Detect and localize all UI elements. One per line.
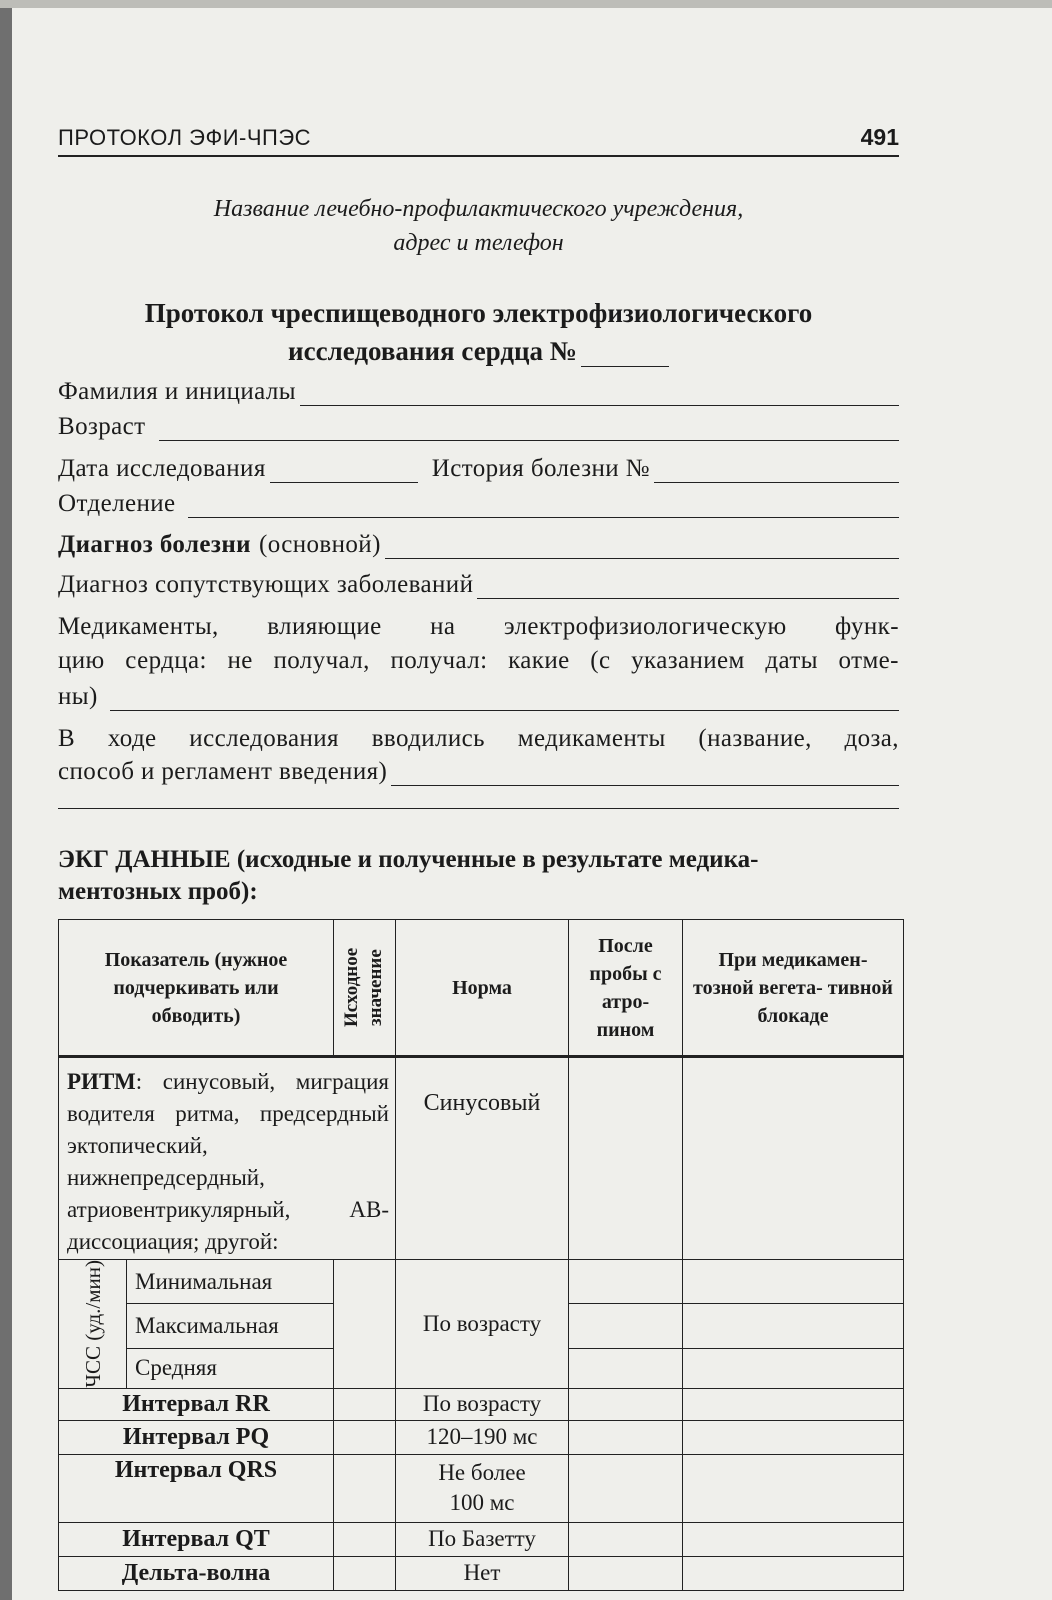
hr-max-atropine <box>569 1304 683 1348</box>
qt-label: Интервал QT <box>59 1522 334 1556</box>
department-label: Отделение <box>58 490 176 517</box>
pq-blockade <box>683 1420 904 1454</box>
exam-date-blank <box>270 460 418 483</box>
meds-blank <box>110 688 899 711</box>
delta-atropine <box>569 1556 683 1590</box>
hr-label-cell <box>59 1260 127 1389</box>
header-atropine: После пробы с атро- пином <box>569 920 683 1057</box>
meds-word: получал: <box>390 647 488 674</box>
department-blank <box>188 495 900 518</box>
table-row-hr-min <box>59 1260 904 1304</box>
table-row-pq <box>59 1420 904 1454</box>
hr-baseline-cell <box>334 1260 396 1389</box>
running-title: ПРОТОКОЛ ЭФИ-ЧПЭС <box>58 125 312 150</box>
meds-word: на <box>430 613 456 640</box>
meds-word: (с <box>590 647 611 674</box>
header-baseline <box>334 920 396 1057</box>
meds-line-1 <box>58 613 899 641</box>
hr-avg-atropine <box>569 1348 683 1388</box>
protocol-title-line-2 <box>58 336 899 367</box>
name-blank <box>300 383 899 406</box>
qrs-norm: Не более 100 мс <box>396 1454 569 1522</box>
delta-blockade <box>683 1556 904 1590</box>
pq-label: Интервал PQ <box>59 1420 334 1454</box>
rhythm-text: : синусовый, миграция водителя ритма, предсердный эктопический, нижнепредсердный, атриовентрикулярный, АВ-диссоциация; другой: <box>67 1069 389 1254</box>
hr-norm: По возрасту <box>396 1260 569 1389</box>
table-header-row <box>59 920 904 1057</box>
meds-word: отме- <box>838 647 899 674</box>
hr-avg-label: Средняя <box>127 1348 334 1388</box>
pq-norm: 120–190 мс <box>396 1420 569 1454</box>
diagnosis-blank <box>385 536 899 559</box>
qrs-baseline <box>334 1454 396 1522</box>
intro-blank <box>391 763 899 786</box>
hr-min-label: Минимальная <box>127 1260 334 1304</box>
hr-avg-blockade <box>683 1348 904 1388</box>
comorbid-field <box>58 571 899 599</box>
institution-line-2: адрес и телефон <box>393 230 564 256</box>
pq-baseline <box>334 1420 396 1454</box>
header-norm: Норма <box>396 920 569 1057</box>
rr-label: Интервал RR <box>59 1388 334 1420</box>
intro-line-2 <box>58 758 899 786</box>
meds-word: цию <box>58 647 105 674</box>
intro-word: медикаменты <box>517 725 666 752</box>
meds-word: какие <box>508 647 570 674</box>
exam-date-label: Дата исследования <box>58 455 266 482</box>
intro-word: ходе <box>107 725 157 752</box>
meds-word: сердца: <box>125 647 207 674</box>
meds-line-3 <box>58 683 899 711</box>
qrs-blockade <box>683 1454 904 1522</box>
hr-min-atropine <box>569 1260 683 1304</box>
delta-baseline <box>334 1556 396 1590</box>
rhythm-atropine-cell <box>569 1057 683 1260</box>
age-label: Возраст <box>58 413 146 440</box>
ecg-heading-line-1: ЭКГ ДАННЫЕ (исходные и полученные в результате медика- <box>58 846 759 873</box>
qrs-atropine <box>569 1454 683 1522</box>
intro-word: вводились <box>371 725 485 752</box>
rr-baseline <box>334 1388 396 1420</box>
table-row-rr <box>59 1388 904 1420</box>
hr-max-label: Максимальная <box>127 1304 334 1348</box>
qt-blockade <box>683 1522 904 1556</box>
intro-word: В <box>58 725 76 752</box>
protocol-number-blank <box>581 342 669 367</box>
qrs-label: Интервал QRS <box>59 1454 334 1522</box>
diagnosis-label: Диагноз болезни <box>58 531 251 558</box>
header-indicator: Показатель (нужное подчеркивать или обводить) <box>59 920 334 1057</box>
meds-line-3-text: ны) <box>58 683 98 710</box>
extra-blank-line <box>58 808 899 809</box>
age-field <box>58 413 899 441</box>
rr-norm: По возрасту <box>396 1388 569 1420</box>
delta-norm: Нет <box>396 1556 569 1590</box>
header-blockade: При медикамен- тозной вегета- тивной блокаде <box>683 920 904 1057</box>
case-history-label: История болезни № <box>431 455 650 482</box>
rr-blockade <box>683 1388 904 1420</box>
case-history-blank <box>654 460 899 483</box>
qt-atropine <box>569 1522 683 1556</box>
comorbid-label: Диагноз сопутствующих заболеваний <box>58 571 474 598</box>
diagnosis-field <box>58 531 899 559</box>
meds-word: получал, <box>273 647 370 674</box>
delta-label: Дельта-волна <box>59 1556 334 1590</box>
hr-min-blockade <box>683 1260 904 1304</box>
meds-word: не <box>227 647 253 674</box>
institution-line-1: Название лечебно-профилактического учреждения, <box>213 196 744 222</box>
table-row-qt <box>59 1522 904 1556</box>
date-history-field <box>58 455 899 483</box>
page-number: 491 <box>860 124 899 150</box>
diagnosis-note: (основной) <box>258 531 381 558</box>
ecg-heading-line-2: ментозных проб): <box>58 878 258 905</box>
name-label: Фамилия и инициалы <box>58 378 296 405</box>
running-head <box>58 124 899 157</box>
intro-word: доза, <box>844 725 899 752</box>
intro-word: (название, <box>698 725 812 752</box>
protocol-title-line-1: Протокол чреспищеводного электрофизиологического <box>144 298 813 328</box>
rhythm-label: РИТМ <box>67 1069 136 1094</box>
rhythm-blockade-cell <box>683 1057 904 1260</box>
table-row-rhythm <box>59 1057 904 1260</box>
meds-word: указанием <box>631 647 745 674</box>
hr-max-blockade <box>683 1304 904 1348</box>
qt-baseline <box>334 1522 396 1556</box>
department-field <box>58 490 899 518</box>
intro-line-1 <box>58 725 899 753</box>
rhythm-norm: Синусовый <box>396 1057 569 1260</box>
table-row-qrs <box>59 1454 904 1522</box>
meds-line-2 <box>58 647 899 675</box>
qt-norm: По Базетту <box>396 1522 569 1556</box>
meds-word: влияющие <box>267 613 382 640</box>
hr-label: ЧСС (уд./мин) <box>80 1260 105 1388</box>
rhythm-cell <box>59 1057 396 1260</box>
intro-word: исследования <box>189 725 339 752</box>
age-blank <box>159 418 899 441</box>
meds-word: даты <box>765 647 818 674</box>
meds-word: электрофизиологическую <box>503 613 787 640</box>
meds-word: Медикаменты, <box>58 613 219 640</box>
meds-word: функ- <box>835 613 899 640</box>
header-baseline-text: Исходное значение <box>340 947 386 1028</box>
ecg-table <box>58 919 904 1591</box>
pq-atropine <box>569 1420 683 1454</box>
comorbid-blank <box>477 576 899 599</box>
name-field <box>58 378 899 406</box>
rr-atropine <box>569 1388 683 1420</box>
protocol-title-text: исследования сердца № <box>288 336 577 366</box>
table-row-delta <box>59 1556 904 1590</box>
intro-line-2-text: способ и регламент введения) <box>58 758 388 785</box>
